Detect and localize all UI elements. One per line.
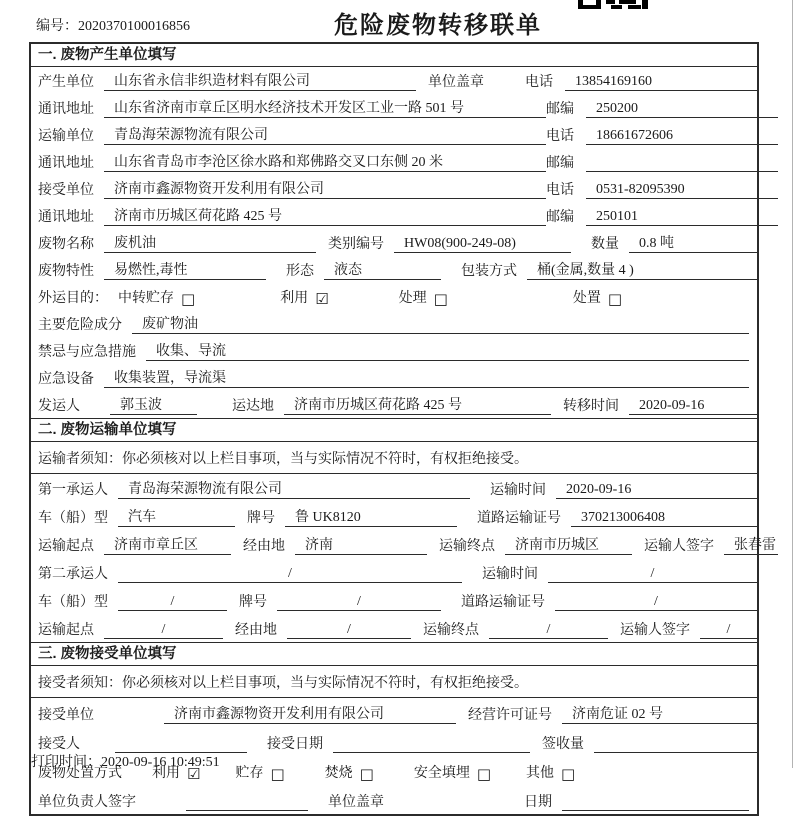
- responsible-signature-value: [186, 793, 308, 811]
- route-end2-value: /: [489, 621, 608, 639]
- carrier-sign1-label: 运输人签字: [644, 539, 714, 554]
- route-start1-label: 运输起点: [38, 539, 94, 554]
- treat-checkbox: □: [433, 290, 448, 308]
- disposal-option-other: [526, 762, 575, 782]
- receiver-zip-value: 250101: [586, 208, 778, 226]
- route-end1-label: 运输终点: [439, 539, 495, 554]
- scan-edge-line: [792, 0, 793, 768]
- disposal-method-label: 废物处置方式: [38, 766, 122, 781]
- route2-row: [31, 614, 757, 642]
- destination-value: 济南市历城区荷花路 425 号: [284, 397, 551, 415]
- seal-date-label: 日期: [524, 795, 552, 810]
- section1-header: 一. 废物产生单位填写: [31, 44, 757, 67]
- waste-traits-label: 废物特性: [38, 264, 94, 279]
- route1-row: [31, 530, 776, 558]
- waste-traits-row: [31, 256, 757, 283]
- transporter-notice: 运输者须知：你必须核对以上栏目事项，当与实际情况不符时，有权拒绝接受。: [31, 442, 757, 474]
- transport-time2-value: /: [548, 565, 757, 583]
- waste-form-value: 液态: [324, 262, 441, 280]
- route-via1-value: 济南: [295, 537, 427, 555]
- road-permit2-value: /: [555, 593, 757, 611]
- receiver-unit-row: [31, 175, 757, 202]
- utilize-label: 利用: [280, 291, 309, 306]
- transfer-storage-checkbox: □: [181, 290, 196, 308]
- section2-header: 二. 废物运输单位填写: [31, 419, 757, 442]
- route-start1-value: 济南市章丘区: [104, 537, 231, 555]
- serial-value: 2020370100016856: [78, 19, 190, 34]
- transfer-purpose-label: 外运目的：: [38, 291, 108, 306]
- producer-address-value: 山东省济南市章丘区明水经济技术开发区工业一路 501 号: [104, 100, 546, 118]
- receiving-unit-value: 济南市鑫源物资开发利用有限公司: [164, 706, 456, 724]
- accept-date-value: [333, 735, 530, 753]
- purpose-option-treat: [399, 287, 448, 307]
- receiving-unit-label: 接受单位: [38, 708, 94, 723]
- emergency-equipment-row: [31, 364, 757, 391]
- transfer-time-label: 转移时间: [563, 399, 619, 414]
- section-transporter: [31, 418, 776, 642]
- disposal-utilize-label: 利用: [152, 766, 180, 781]
- waste-name-row: [31, 229, 757, 256]
- transporter-phone-value: 18661672606: [586, 127, 778, 145]
- receiver-phone-value: 0531-82095390: [586, 181, 778, 199]
- disposal-store-label: 贮存: [235, 766, 264, 781]
- page-title: 危险废物转移联单: [334, 12, 542, 39]
- producer-unit-label: 产生单位: [38, 75, 94, 90]
- disposal-other-checkbox: □: [561, 765, 576, 783]
- carrier-sign2-label: 运输人签字: [620, 623, 690, 638]
- producer-address-row: [31, 94, 757, 121]
- receiver-address-value: 济南市历城区荷花路 425 号: [104, 208, 546, 226]
- emergency-measures-label: 禁忌与应急措施: [38, 345, 136, 360]
- first-carrier-label: 第一承运人: [38, 483, 108, 498]
- hazard-component-label: 主要危险成分: [38, 318, 122, 333]
- section-receiver: [31, 642, 757, 814]
- transporter-unit-value: 青岛海荣源物流有限公司: [104, 127, 546, 145]
- route-end2-label: 运输终点: [423, 623, 479, 638]
- plate2-value: /: [277, 593, 441, 611]
- route-end1-value: 济南市历城区: [505, 537, 632, 555]
- producer-unit-row: [31, 67, 757, 94]
- packing-label: 包装方式: [461, 264, 517, 279]
- producer-phone-label: 电话: [525, 75, 553, 90]
- utilize-checkbox: ☑: [315, 290, 329, 308]
- hazard-component-value: 废矿物油: [132, 316, 749, 334]
- producer-address-label: 通讯地址: [38, 102, 94, 117]
- vehicle1-row: [31, 502, 757, 530]
- transporter-address-label: 通讯地址: [38, 156, 94, 171]
- receiver-notice: 接受者须知：你必须核对以上栏目事项，当与实际情况不符时，有权拒绝接受。: [31, 666, 757, 698]
- disposal-landfill-label: 安全填埋: [413, 766, 470, 781]
- emergency-equipment-value: 收集装置，导流渠: [104, 370, 749, 388]
- disposal-option-landfill: [414, 762, 491, 782]
- responsible-signature-label: 单位负责人签字: [38, 795, 136, 810]
- hazard-component-row: [31, 310, 757, 337]
- vehicle2-row: [31, 586, 757, 614]
- disposal-store-checkbox: □: [270, 765, 285, 783]
- route-start2-value: /: [104, 621, 223, 639]
- first-carrier-value: 青岛海荣源物流有限公司: [118, 481, 470, 499]
- disposal-utilize-checkbox: ☑: [187, 765, 201, 783]
- destination-label: 运达地: [232, 399, 274, 414]
- transporter-address-value: 山东省青岛市李沧区徐水路和郑佛路交叉口东侧 20 米: [104, 154, 546, 172]
- disposal-option-incinerate: [325, 762, 374, 782]
- receiver-address-row: [31, 202, 757, 229]
- vehicle-type1-label: 车（船）型: [38, 511, 108, 526]
- route-start2-label: 运输起点: [38, 623, 94, 638]
- responsible-signature-row: [31, 785, 757, 814]
- vehicle-type1-value: 汽车: [118, 509, 235, 527]
- road-permit1-label: 道路运输证号: [477, 511, 561, 526]
- route-via1-label: 经由地: [243, 539, 285, 554]
- transporter-phone-label: 电话: [546, 129, 574, 144]
- receiving-unit-row: [31, 698, 757, 727]
- print-time-label: 打印时间：: [31, 755, 101, 770]
- transporter-unit-label: 运输单位: [38, 129, 94, 144]
- license-label: 经营许可证号: [468, 708, 552, 723]
- disposal-incinerate-checkbox: □: [359, 765, 374, 783]
- waste-name-label: 废物名称: [38, 237, 94, 252]
- transfer-purpose-row: [31, 283, 757, 310]
- dispatcher-value: 郭玉波: [110, 397, 197, 415]
- route-via2-value: /: [287, 621, 411, 639]
- unit-seal-label: 单位盖章: [428, 75, 484, 90]
- plate2-label: 牌号: [239, 595, 267, 610]
- dispose-label: 处置: [572, 291, 601, 306]
- dispose-checkbox: □: [607, 290, 623, 308]
- transport-time1-value: 2020-09-16: [556, 481, 757, 499]
- transporter-address-row: [31, 148, 757, 175]
- disposal-option-store: [235, 762, 284, 782]
- second-carrier-row: [31, 558, 757, 586]
- print-time: [31, 751, 220, 771]
- waste-name-value: 废机油: [104, 235, 316, 253]
- road-permit2-label: 道路运输证号: [461, 595, 545, 610]
- receiver-unit-value: 济南市鑫源物资开发利用有限公司: [104, 181, 546, 199]
- waste-qty-value: 0.8 吨: [629, 235, 757, 253]
- first-carrier-row: [31, 474, 757, 502]
- serial-label: 编号：: [36, 19, 78, 34]
- purpose-option-transfer-storage: [118, 287, 195, 307]
- disposal-incinerate-label: 焚烧: [324, 766, 353, 781]
- receiver-zip-label: 邮编: [546, 210, 574, 225]
- producer-zip-value: 250200: [586, 100, 778, 118]
- emergency-measures-value: 收集、导流: [146, 343, 749, 361]
- emergency-equipment-label: 应急设备: [38, 372, 94, 387]
- receiver-phone-label: 电话: [546, 183, 574, 198]
- purpose-option-dispose: [573, 287, 622, 307]
- emergency-measures-row: [31, 337, 757, 364]
- road-permit1-value: 370213006408: [571, 509, 757, 527]
- print-time-value: 2020-09-16 10:49:51: [101, 755, 220, 770]
- carrier-sign2-value: /: [700, 621, 757, 639]
- section3-header: 三. 废物接受单位填写: [31, 643, 757, 666]
- section-producer: [31, 44, 757, 418]
- producer-unit-value: 山东省永信非织造材料有限公司: [104, 73, 416, 91]
- waste-traits-value: 易燃性,毒性: [104, 262, 266, 280]
- producer-phone-value: 13854169160: [565, 73, 757, 91]
- dispatcher-label: 发运人: [38, 399, 80, 414]
- carrier-sign1-value: 张春雷: [724, 537, 778, 555]
- waste-qty-label: 数量: [591, 237, 619, 252]
- receiver-address-label: 通讯地址: [38, 210, 94, 225]
- disposal-other-label: 其他: [526, 766, 555, 781]
- dispatch-row: [31, 391, 757, 418]
- vehicle-type2-value: /: [118, 593, 227, 611]
- packing-value: 桶(金属,数量 4 ): [527, 262, 757, 280]
- vehicle-type2-label: 车（船）型: [38, 595, 108, 610]
- treat-label: 处理: [398, 291, 427, 306]
- producer-zip-label: 邮编: [546, 102, 574, 117]
- transfer-storage-label: 中转贮存: [118, 291, 174, 306]
- manifest-form: [29, 42, 776, 816]
- transporter-zip-label: 邮编: [546, 156, 574, 171]
- second-carrier-value: /: [118, 565, 462, 583]
- qr-code-fragment-icon: [578, 0, 648, 9]
- second-carrier-label: 第二承运人: [38, 567, 108, 582]
- acceptor-label: 接受人: [38, 737, 80, 752]
- seal-date-value: [562, 793, 749, 811]
- accept-date-label: 接受日期: [267, 737, 323, 752]
- waste-code-value: HW08(900-249-08): [394, 235, 571, 253]
- unit-seal2-label: 单位盖章: [328, 795, 384, 810]
- signed-amount-label: 签收量: [542, 737, 584, 752]
- transporter-unit-row: [31, 121, 757, 148]
- route-via2-label: 经由地: [235, 623, 277, 638]
- transporter-zip-value: [586, 154, 778, 172]
- signed-amount-value: [594, 735, 757, 753]
- purpose-option-utilize: [280, 287, 328, 307]
- transport-time2-label: 运输时间: [482, 567, 538, 582]
- receiver-unit-label: 接受单位: [38, 183, 94, 198]
- plate1-value: 鲁 UK8120: [285, 509, 457, 527]
- transport-time1-label: 运输时间: [490, 483, 546, 498]
- waste-form-label: 形态: [286, 264, 314, 279]
- transfer-time-value: 2020-09-16: [629, 397, 757, 415]
- disposal-landfill-checkbox: □: [476, 765, 492, 783]
- waste-code-label: 类别编号: [328, 237, 384, 252]
- plate1-label: 牌号: [247, 511, 275, 526]
- license-value: 济南危证 02 号: [562, 706, 757, 724]
